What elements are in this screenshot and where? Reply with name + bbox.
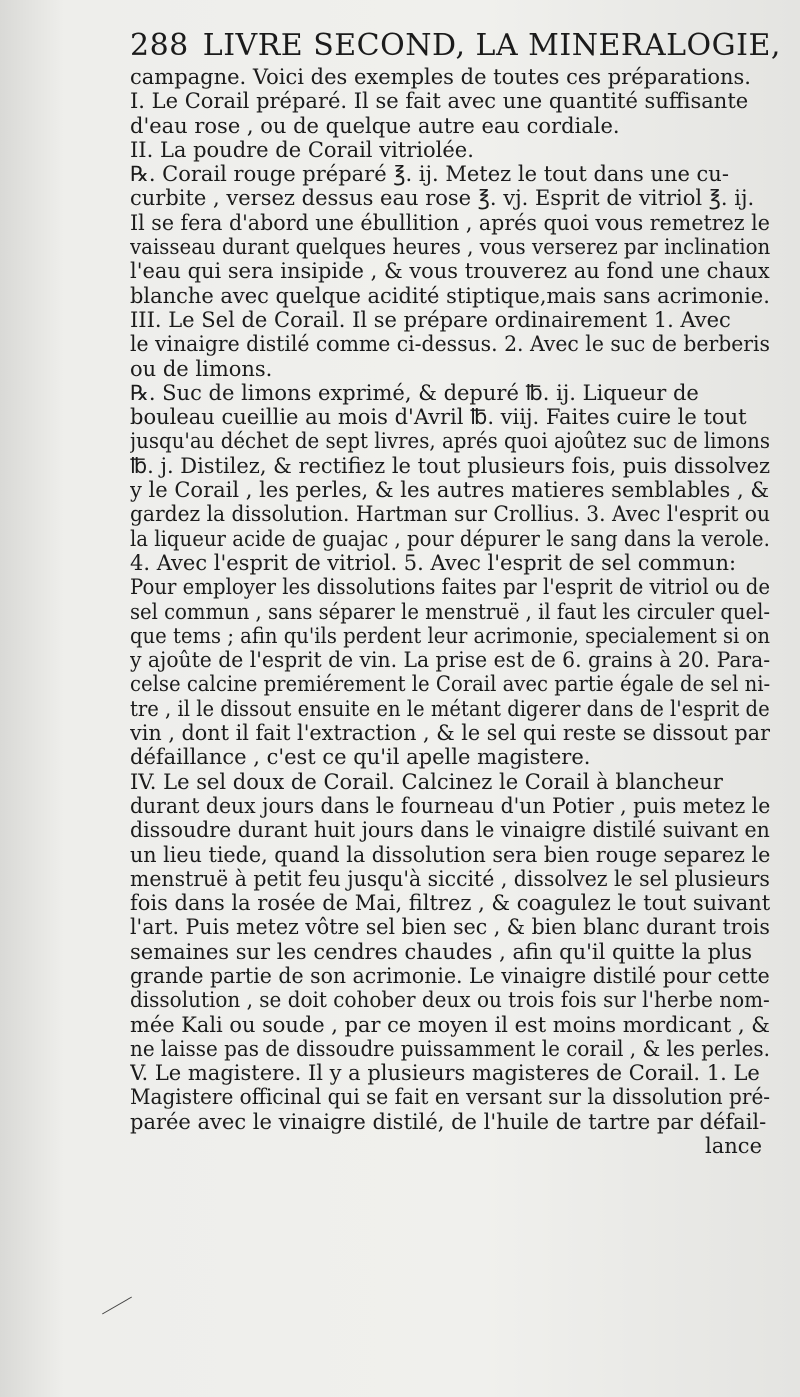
text-line: ou de limons. (130, 356, 273, 381)
text-line: parée avec le vinaigre distilé, de l'huile de tartre par défail- (130, 1109, 767, 1134)
text-line: celse calcine premiérement le Corail avec partie égale de sel ni- (130, 672, 770, 697)
catchword: lance (705, 1134, 762, 1159)
ink-stroke (102, 1297, 132, 1315)
text-line: vin , dont il fait l'extraction , & le sel qui reste se dissout par (130, 721, 770, 746)
text-line: le vinaigre distilé comme ci-dessus. 2. Avec le suc de berberis (130, 332, 770, 357)
text-line: l'art. Puis metez vôtre sel bien sec , & bien blanc durant trois (130, 915, 770, 940)
text-line: blanche avec quelque acidité stiptique,mais sans acrimonie. (130, 283, 770, 308)
text-line: l'eau qui sera insipide , & vous trouverez au fond une chaux (130, 259, 770, 284)
text-line: un lieu tiede, quand la dissolution sera bien rouge separez le (130, 842, 770, 867)
text-line: durant deux jours dans le fourneau d'un Potier , puis metez le (130, 793, 770, 818)
text-line: 4. Avec l'esprit de vitriol. 5. Avec l'esprit de sel commun: (130, 550, 737, 575)
text-line: dissolution , se doit cohober deux ou trois fois sur l'herbe nom- (130, 988, 770, 1013)
text-line: d'eau rose , ou de quelque autre eau cordiale. (130, 113, 620, 138)
page-number: 288 (130, 28, 189, 63)
text-line: ℞. Corail rouge préparé ℥. ij. Metez le tout dans une cu- (130, 162, 729, 187)
text-line: I. Le Corail préparé. Il se fait avec une quantité suffisante (130, 89, 749, 114)
running-header (130, 28, 781, 63)
text-line: Pour employer les dissolutions faites par l'esprit de vitriol ou de (130, 575, 770, 600)
text-line: mée Kali ou soude , par ce moyen il est moins mordicant , & (130, 1012, 770, 1037)
text-line: y le Corail , les perles, & les autres matieres semblables , & (130, 478, 770, 503)
text-line: gardez la dissolution. Hartman sur Crollius. 3. Avec l'esprit ou (130, 502, 770, 527)
text-line: que tems ; afin qu'ils perdent leur acrimonie, specialement si on (130, 623, 770, 648)
text-line: III. Le Sel de Corail. Il se prépare ordinairement 1. Avec (130, 307, 731, 332)
text-line: ℞. Suc de limons exprimé, & depuré ℔. ij. Liqueur de (130, 380, 699, 405)
text-line: y ajoûte de l'esprit de vin. La prise est de 6. grains à 20. Para- (130, 648, 770, 673)
body-text (130, 65, 770, 1158)
text-line: Il se fera d'abord une ébullition , aprés quoi vous remetrez le (130, 210, 770, 235)
text-line: grande partie de son acrimonie. Le vinaigre distilé pour cette (130, 963, 770, 988)
text-line: la liqueur acide de guajac , pour dépurer le sang dans la verole. (130, 526, 770, 551)
text-line: Magistere officinal qui se fait en versant sur la dissolution pré- (130, 1085, 770, 1110)
text-line: tre , il le dissout ensuite en le métant digerer dans de l'esprit de (130, 696, 770, 721)
text-line: fois dans la rosée de Mai, filtrez , & coagulez le tout suivant (130, 891, 770, 916)
text-line: jusqu'au déchet de sept livres, aprés quoi ajoûtez suc de limons (130, 429, 770, 454)
text-line: II. La poudre de Corail vitriolée. (130, 137, 474, 162)
text-line: bouleau cueillie au mois d'Avril ℔. viij. Faites cuire le tout (130, 405, 747, 430)
text-line: vaisseau durant quelques heures , vous verserez par inclination (130, 235, 770, 260)
text-line: curbite , versez dessus eau rose ℥. vj. Esprit de vitriol ℥. ij. (130, 186, 755, 211)
text-line: semaines sur les cendres chaudes , afin qu'il quitte la plus (130, 939, 753, 964)
text-line: défaillance , c'est ce qu'il apelle magistere. (130, 745, 591, 770)
text-line: menstruë à petit feu jusqu'à siccité , dissolvez le sel plusieurs (130, 866, 770, 891)
text-line: V. Le magistere. Il y a plusieurs magisteres de Corail. 1. Le (130, 1061, 760, 1086)
text-line: dissoudre durant huit jours dans le vinaigre distilé suivant en (130, 818, 770, 843)
text-line: ℔. j. Distilez, & rectifiez le tout plusieurs fois, puis dissolvez (130, 453, 770, 478)
text-line: sel commun , sans séparer le menstruë , il faut les circuler quel- (130, 599, 770, 624)
text-line: ne laisse pas de dissoudre puissamment le corail , & les perles. (130, 1036, 770, 1061)
running-title: LIVRE SECOND, LA MINERALOGIE, (202, 28, 781, 63)
text-line: campagne. Voici des exemples de toutes ces préparations. (130, 65, 751, 89)
text-line: IV. Le sel doux de Corail. Calcinez le Corail à blancheur (130, 769, 723, 794)
